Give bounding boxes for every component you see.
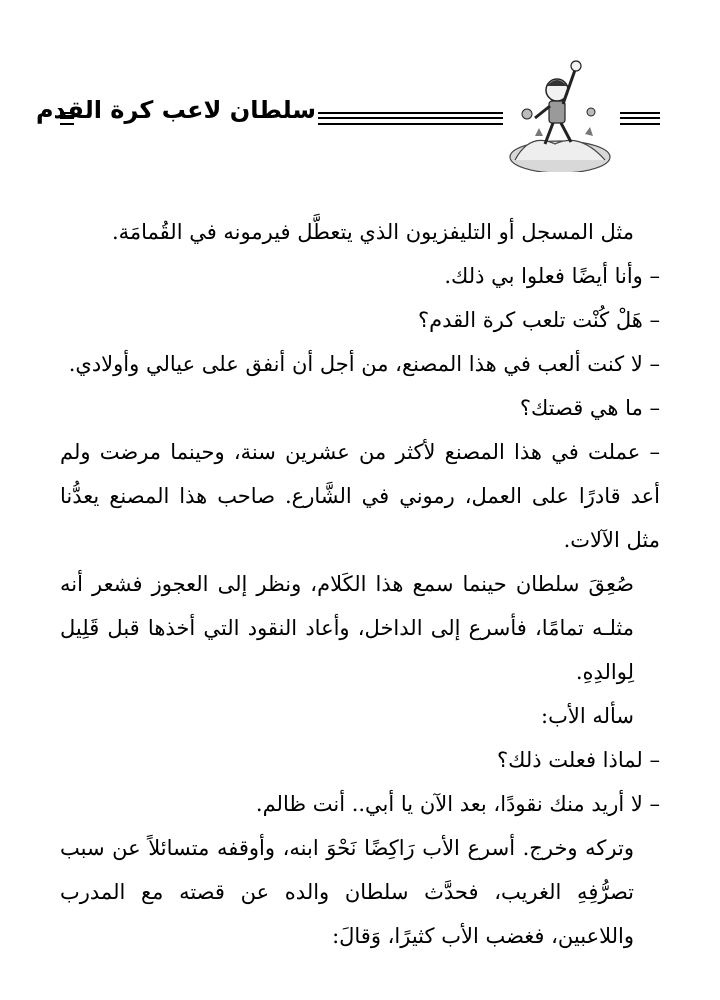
header-rule-right	[620, 112, 660, 125]
dialogue-line: – لا كنت ألعب في هذا المصنع، من أجل أن أنفق على عيالي وأولادي.	[68, 352, 660, 376]
dialogue-line: – هَلْ كُنْت تلعب كرة القدم؟	[418, 308, 660, 332]
dialogue-line: – لماذا فعلت ذلك؟	[497, 748, 660, 772]
dialogue-line: – وأنا أيضًا فعلوا بي ذلك.	[444, 264, 660, 288]
page-body	[60, 210, 660, 958]
dialogue-line: – عملت في هذا المصنع لأكثر من عشرين سنة، وحينما مرضت ولم أعد قادرًا على العمل، رموني في الشَّارع. صاحب هذا المصنع يعدُّنا مثل الآلات.	[60, 440, 660, 552]
header-rule-middle	[318, 112, 503, 125]
chapter-title: سلطان لاعب كرة القدم	[35, 96, 316, 124]
dialogue-line: – لا أريد منك نقودًا، بعد الآن يا أبي.. أنت ظالم.	[255, 792, 660, 816]
paragraph: سأله الأب:	[541, 704, 634, 728]
dialogue-line: – ما هي قصتك؟	[519, 396, 660, 420]
football-boy-illustration	[505, 52, 615, 172]
paragraph: وتركه وخرج. أسرع الأب رَاكِضًا نَحْوَ ابنه، وأوقفه متسائلاً عن سبب تصرُّفِهِ الغريب، فحدَّث سلطان والده عن قصته مع المدرب واللاعبين، فغضب الأب كثيرًا، وَقالَ:	[60, 836, 634, 948]
paragraph: صُعِقَ سلطان حينما سمع هذا الكَلام، ونظر إلى العجوز فشعر أنه مثلـه تمامًا، فأسرع إلى الداخل، وأعاد النقود التي أخذها قبل قَلِيل لِوالدِهِ.	[60, 572, 634, 684]
paragraph: مثل المسجل أو التليفزيون الذي يتعطَّل فيرمونه في القُمامَة.	[111, 220, 634, 244]
